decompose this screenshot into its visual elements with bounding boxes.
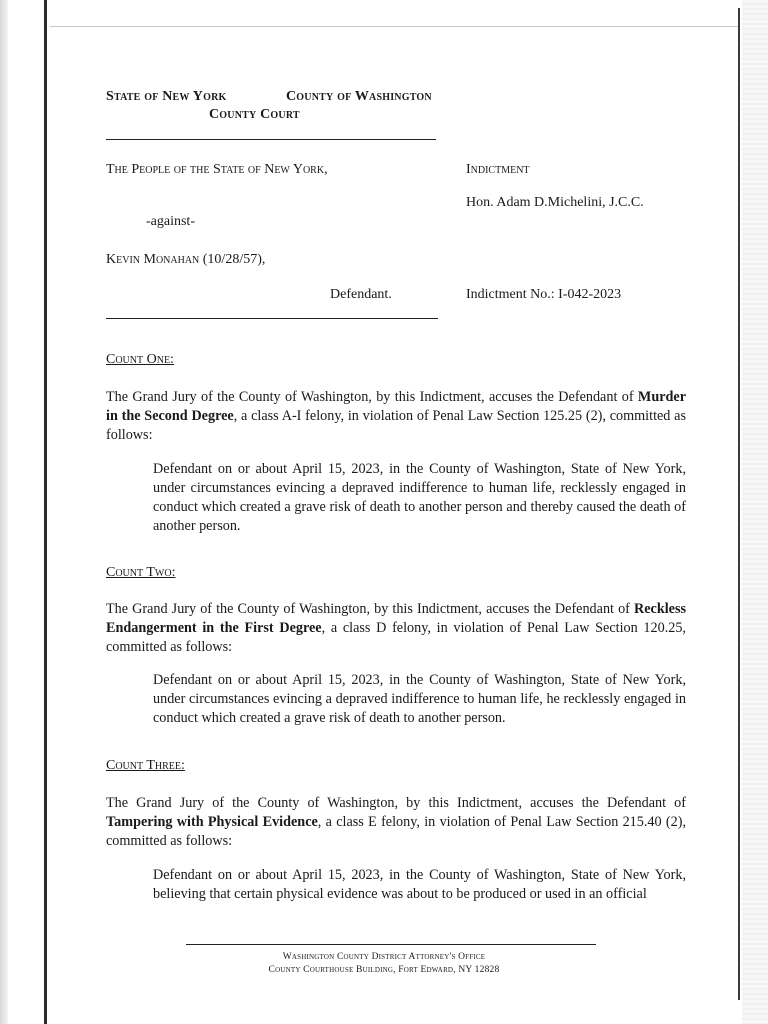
scan-border-right xyxy=(738,8,740,1000)
caption-county: County of Washington xyxy=(286,89,432,104)
judge-name: Hon. Adam D.Michelini, J.C.C. xyxy=(466,195,644,210)
count-detail: Defendant on or about April 15, 2023, in the County of Washington, State of New York, under circumstances evincing a depraved indifference to human life, recklessly engaged in conduct which created a grave risk of death to another person and thereby caused the death of another person. xyxy=(153,461,686,534)
party-people: The People of the State of New York, xyxy=(106,162,328,177)
footer-address: County Courthouse Building, Fort Edward, NY 12828 xyxy=(268,965,500,975)
count-intro xyxy=(106,794,686,851)
count-intro xyxy=(106,388,686,445)
count-heading: Count Two: xyxy=(106,565,176,580)
defendant-label: Defendant. xyxy=(330,287,392,302)
count-intro-pre: The Grand Jury of the County of Washington, by this Indictment, accuses the Defendant of xyxy=(106,795,686,811)
defendant-name: Kevin Monahan (10/28/57), xyxy=(106,252,266,267)
scan-border-top xyxy=(50,26,738,27)
scan-edge-right xyxy=(742,0,768,1024)
count-charge: Reckless Endangerment in the First Degree xyxy=(106,601,686,636)
count-intro-post: , a class A-I felony, in violation of Penal Law Section 125.25 (2), committed as follows: xyxy=(106,408,686,443)
count-charge: Tampering with Physical Evidence xyxy=(106,814,318,830)
count-detail: Defendant on or about April 15, 2023, in the County of Washington, State of New York, under circumstances evincing a depraved indifference to human life, he recklessly engaged in conduct which created a grave risk of death to another person. xyxy=(153,672,686,726)
scan-edge-left xyxy=(0,0,8,1024)
caption-state: State of New York xyxy=(106,89,227,104)
indictment-number: Indictment No.: I-042-2023 xyxy=(466,287,622,302)
caption-bottom-rule xyxy=(106,318,438,319)
document-type: Indictment xyxy=(466,162,530,177)
footer-office: Washington County District Attorney's Office xyxy=(282,952,486,962)
caption-court: County Court xyxy=(209,107,300,122)
footer-rule xyxy=(186,944,596,945)
count-detail: Defendant on or about April 15, 2023, in the County of Washington, State of New York, believing that certain physical evidence was about to be produced or used in an official xyxy=(153,867,686,902)
count-heading: Count One: xyxy=(106,352,174,367)
count-intro xyxy=(106,600,686,657)
against-label: -against- xyxy=(146,214,195,229)
scan-border-left xyxy=(44,0,47,1024)
count-intro-pre: The Grand Jury of the County of Washington, by this Indictment, accuses the Defendant of xyxy=(106,601,634,617)
count-intro-post: , a class D felony, in violation of Penal Law Section 120.25, committed as follows: xyxy=(106,620,686,655)
count-intro-post: , a class E felony, in violation of Penal Law Section 215.40 (2), committed as follows: xyxy=(106,814,686,849)
caption-top-rule xyxy=(106,139,436,140)
count-charge: Murder in the Second Degree xyxy=(106,389,686,424)
count-heading: Count Three: xyxy=(106,758,185,773)
count-intro-pre: The Grand Jury of the County of Washington, by this Indictment, accuses the Defendant of xyxy=(106,389,638,405)
